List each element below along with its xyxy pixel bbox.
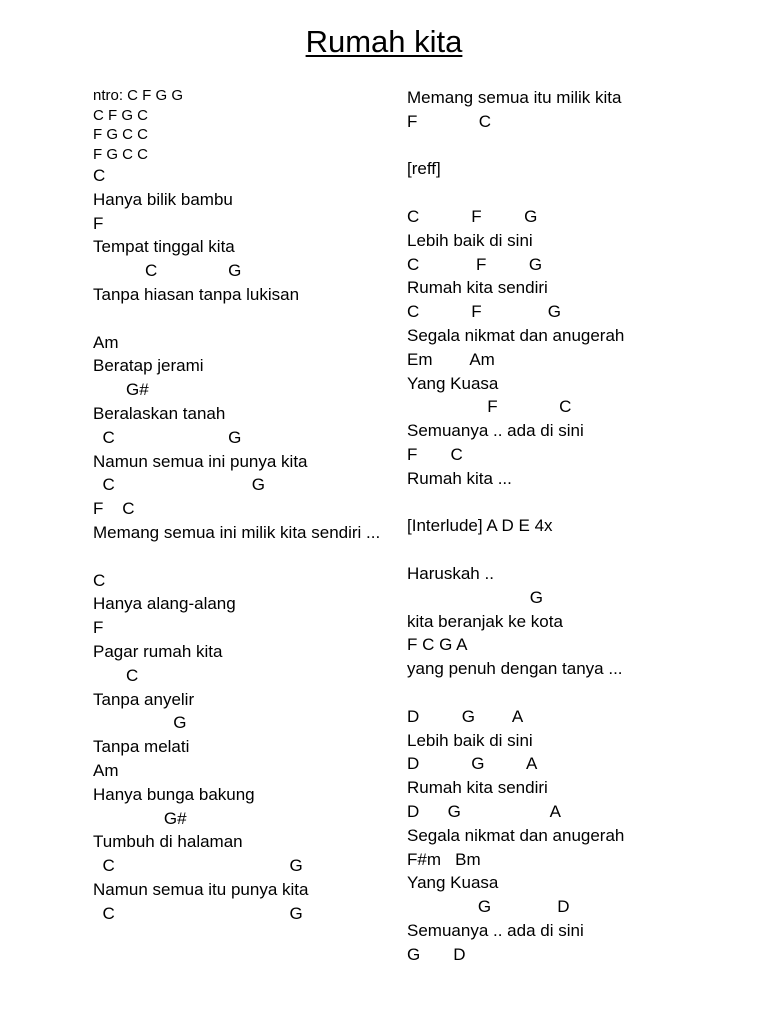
blank-line xyxy=(407,134,707,158)
song-line: G xyxy=(407,587,544,607)
song-line: D G A xyxy=(407,706,524,726)
song-line: F xyxy=(93,213,104,233)
song-line: Hanya bunga bakung xyxy=(93,784,255,804)
song-line: [reff] xyxy=(407,159,441,179)
song-line: F C xyxy=(407,397,572,417)
song-line: C F G xyxy=(407,254,543,274)
song-line: Pagar rumah kita xyxy=(93,641,223,661)
blank-line xyxy=(407,538,707,562)
song-line: Haruskah .. xyxy=(407,563,494,583)
song-line: F C xyxy=(407,111,492,131)
song-line: C F G xyxy=(407,206,538,226)
song-line: Am xyxy=(93,760,119,780)
blank-line xyxy=(407,681,707,705)
blank-line xyxy=(407,181,707,205)
song-line: Rumah kita sendiri xyxy=(407,778,548,798)
song-line: Yang Kuasa xyxy=(407,873,499,893)
song-line: F C G A xyxy=(407,635,468,655)
song-line: Em Am xyxy=(407,349,495,369)
song-line: Tumbuh di halaman xyxy=(93,832,243,852)
song-line: Namun semua ini punya kita xyxy=(93,451,308,471)
left-column xyxy=(93,86,383,926)
blank-line xyxy=(93,545,383,569)
song-line: F C xyxy=(407,444,463,464)
song-line: F xyxy=(93,618,104,638)
song-line: Beralaskan tanah xyxy=(93,403,226,423)
song-line: D G A xyxy=(407,801,561,821)
song-line: Segala nikmat dan anugerah xyxy=(407,825,625,845)
song-line: C xyxy=(93,570,106,590)
song-line: Am xyxy=(93,332,119,352)
song-line: D G A xyxy=(407,754,538,774)
song-line: Beratap jerami xyxy=(93,356,204,376)
song-line: F#m Bm xyxy=(407,849,481,869)
blank-line xyxy=(407,491,707,515)
song-line: kita beranjak ke kota xyxy=(407,611,563,631)
song-line: Tanpa hiasan tanpa lukisan xyxy=(93,284,300,304)
song-line: Hanya alang-alang xyxy=(93,594,236,614)
song-line: Segala nikmat dan anugerah xyxy=(407,325,625,345)
song-line: G D xyxy=(407,897,570,917)
song-line: G xyxy=(93,713,187,733)
song-line: ntro: C F G G xyxy=(93,87,184,104)
song-line: Lebih baik di sini xyxy=(407,730,533,750)
song-line: F G C C xyxy=(93,145,148,163)
song-line: C xyxy=(93,166,106,185)
song-line: Memang semua itu milik kita xyxy=(407,88,622,107)
song-line: G# xyxy=(93,380,149,400)
song-line: Semuanya .. ada di sini xyxy=(407,920,584,940)
right-column xyxy=(407,86,707,966)
blank-line xyxy=(93,307,383,331)
song-line: Yang Kuasa xyxy=(407,373,499,393)
song-line: Memang semua ini milik kita sendiri ... xyxy=(93,522,381,542)
song-line: Tanpa melati xyxy=(93,737,190,757)
song-title: Rumah kita xyxy=(305,24,463,59)
song-line: Lebih baik di sini xyxy=(407,230,533,250)
song-line: C xyxy=(93,665,139,685)
song-line: C G xyxy=(93,427,242,447)
song-line: C G xyxy=(93,856,303,876)
song-line: Namun semua itu punya kita xyxy=(93,879,309,899)
song-line: [Interlude] A D E 4x xyxy=(407,516,553,536)
song-line: G D xyxy=(407,944,466,964)
song-line: C F G xyxy=(407,302,561,322)
song-line: F C xyxy=(93,499,135,519)
song-line: G# xyxy=(93,808,187,828)
song-line: F G C C xyxy=(93,126,148,143)
song-line: Rumah kita sendiri xyxy=(407,278,548,298)
song-line: C G xyxy=(93,903,303,923)
song-line: Tempat tinggal kita xyxy=(93,237,235,257)
song-line: C F G C xyxy=(93,106,148,124)
song-line: Hanya bilik bambu xyxy=(93,189,233,209)
song-line: Tanpa anyelir xyxy=(93,689,195,709)
song-line: Rumah kita ... xyxy=(407,468,512,488)
song-line: Semuanya .. ada di sini xyxy=(407,421,584,441)
song-line: C G xyxy=(93,261,242,281)
song-line: C G xyxy=(93,475,265,495)
song-line: yang penuh dengan tanya ... xyxy=(407,659,623,679)
